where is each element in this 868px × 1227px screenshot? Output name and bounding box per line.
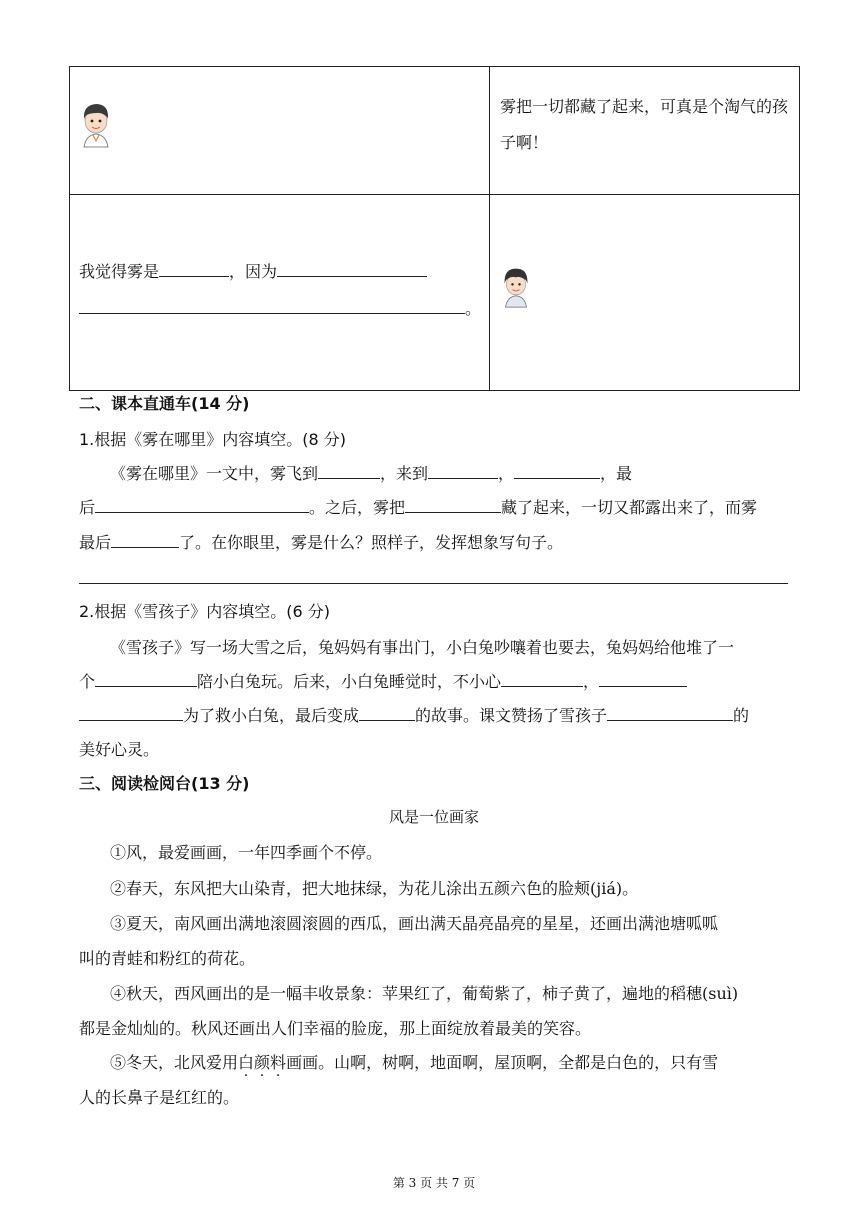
q2-text: 陪小白兔玩。后来，小白兔睡觉时，不小心	[197, 672, 502, 691]
q2-line-4: 美好心灵。	[79, 740, 160, 759]
answer-blank[interactable]	[501, 672, 583, 687]
q2-line-3	[79, 706, 749, 726]
cell-avatar-boy-2	[490, 195, 800, 391]
q1-title: 1.根据《雾在哪里》内容填空。(8 分)	[79, 430, 347, 449]
q1-line-2	[79, 498, 757, 518]
q2-text: 的	[733, 706, 750, 725]
section-2-heading: 二、课本直通车(14 分)	[79, 394, 250, 413]
prompt-line-2	[79, 299, 481, 319]
answer-blank[interactable]	[428, 464, 498, 479]
q1-text: 了。在你眼里，雾是什么？照样子，发挥想象写句子。	[179, 533, 564, 552]
boy-avatar-icon	[78, 101, 114, 149]
q1-text: 。之后，雾把	[309, 498, 406, 517]
emphasis-char: 料	[270, 1053, 287, 1072]
answer-blank[interactable]	[111, 533, 179, 548]
q2-text: 的故事。课文赞扬了雪孩子	[415, 706, 608, 725]
answer-blank[interactable]	[318, 464, 380, 479]
q2-text: 为了救小白兔，最后变成	[183, 706, 360, 725]
answer-blank[interactable]	[405, 498, 501, 513]
cell-speech-1	[490, 67, 800, 195]
writing-line[interactable]	[79, 583, 788, 584]
q1-line-3	[79, 533, 563, 553]
q2-title: 2.根据《雪孩子》内容填空。(6 分)	[79, 602, 331, 621]
answer-blank[interactable]	[514, 464, 600, 479]
q2-text: 个	[79, 672, 96, 691]
cell-prompt	[70, 195, 490, 391]
q1-text: ，来到	[380, 464, 429, 483]
prompt-text-a: 我觉得雾是	[79, 262, 160, 281]
emphasis-char: 颜	[254, 1053, 271, 1072]
passage-text: ⑤冬天，北风爱用	[110, 1053, 239, 1072]
answer-blank[interactable]	[79, 299, 465, 314]
answer-blank[interactable]	[159, 262, 229, 277]
answer-blank[interactable]	[95, 498, 309, 513]
page-footer: 第 3 页 共 7 页	[392, 1176, 476, 1190]
answer-blank[interactable]	[277, 262, 427, 277]
q2-text: ，	[583, 672, 600, 691]
passage-p4b: 都是金灿灿的。秋风还画出人们幸福的脸庞，那上面绽放着最美的笑容。	[79, 1019, 592, 1038]
dialogue-table	[69, 66, 800, 391]
answer-blank[interactable]	[95, 672, 197, 687]
answer-blank[interactable]	[359, 706, 415, 721]
passage-p1: ①风，最爱画画，一年四季画个不停。	[110, 843, 383, 862]
prompt-end: 。	[465, 299, 482, 318]
q1-text: 后	[79, 498, 96, 517]
emphasis-char: 白	[238, 1053, 255, 1072]
boy-avatar-icon	[498, 266, 534, 308]
passage-p3b: 叫的青蛙和粉红的荷花。	[79, 949, 256, 968]
passage-title: 风是一位画家	[388, 808, 479, 826]
q1-text: ，	[498, 464, 515, 483]
q1-text: 《雾在哪里》一文中，雾飞到	[110, 464, 319, 483]
q1-line-1	[110, 464, 632, 484]
passage-p5a	[110, 1053, 718, 1073]
answer-blank[interactable]	[607, 706, 733, 721]
q2-line-1: 《雪孩子》写一场大雪之后，兔妈妈有事出门，小白兔吵嚷着也要去，兔妈妈给他堆了一	[110, 638, 735, 657]
q1-text: ，最	[600, 464, 633, 483]
q2-line-2	[79, 672, 687, 692]
passage-p4a: ④秋天，西风画出的是一幅丰收景象：苹果红了，葡萄紫了，柿子黄了，遍地的稻穗(suì)	[110, 984, 739, 1003]
q1-text: 藏了起来，一切又都露出来了，而雾	[501, 498, 758, 517]
q1-text: 最后	[79, 533, 112, 552]
passage-p3a: ③夏天，南风画出满地滚圆滚圆的西瓜，画出满天晶亮晶亮的星星，还画出满池塘呱呱	[110, 914, 719, 933]
passage-text: 画画。山啊，树啊，地面啊，屋顶啊，全都是白色的，只有雪	[286, 1053, 719, 1072]
speech-text-1: 雾把一切都藏了起来，可真是个淘气的孩子啊！	[500, 97, 789, 152]
cell-avatar-boy-1	[70, 67, 490, 195]
passage-p2: ②春天，东风把大山染青，把大地抹绿，为花儿涂出五颜六色的脸颊(jiá)。	[110, 879, 639, 898]
passage-p5b: 人的长鼻子是红红的。	[79, 1088, 240, 1107]
section-3-heading: 三、阅读检阅台(13 分)	[79, 774, 250, 793]
answer-blank[interactable]	[599, 672, 687, 687]
prompt-line-1	[79, 262, 427, 282]
answer-blank[interactable]	[79, 706, 183, 721]
prompt-text-b: ，因为	[229, 262, 278, 281]
